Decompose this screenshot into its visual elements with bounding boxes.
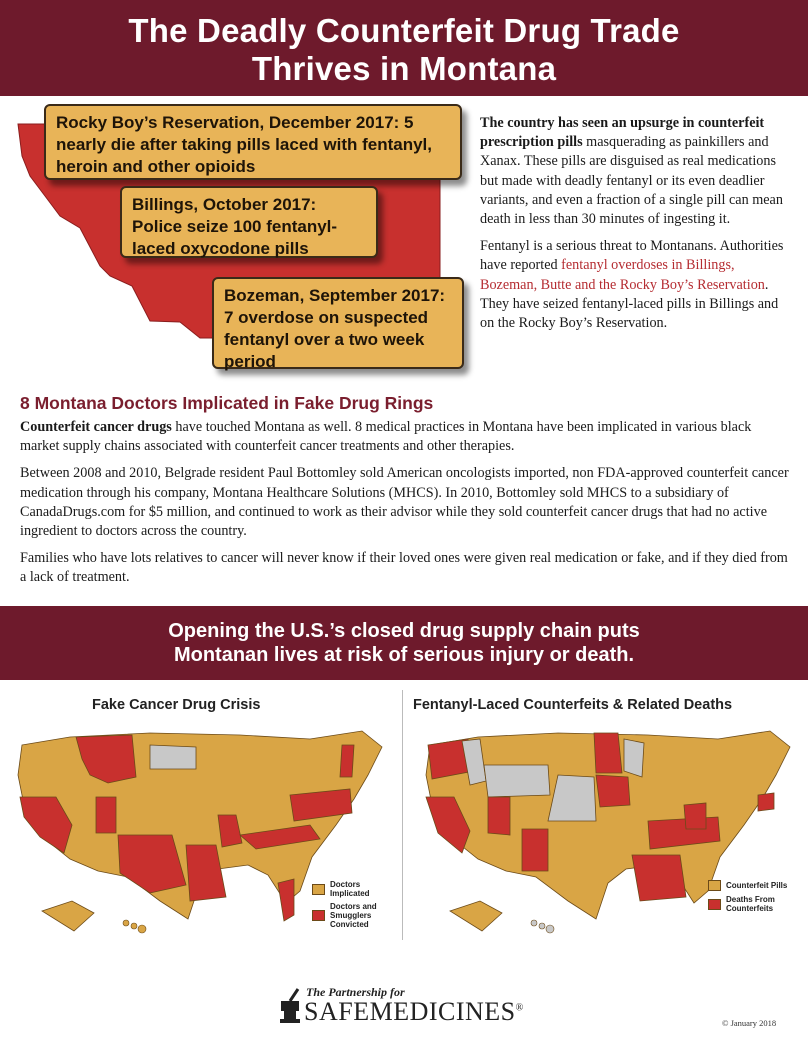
intro-text bbox=[480, 114, 792, 341]
registered-mark: ® bbox=[515, 1002, 524, 1014]
partnership-logo bbox=[278, 985, 558, 1029]
doctors-paragraph-1 bbox=[20, 418, 790, 456]
intro-section bbox=[0, 96, 808, 386]
legend-doctors-implicated bbox=[312, 880, 394, 898]
banner-line-1: Opening the U.S.’s closed drug supply chain puts bbox=[168, 620, 640, 642]
callout-bozeman: Bozeman, September 2017: 7 overdose on suspected fentanyl over a two week period bbox=[212, 277, 464, 369]
doctors-section bbox=[20, 393, 790, 596]
intro-rest: masquerading as painkillers and Xanax. These pills are disguised as real medications but made with deadly fentanyl or its even deadlier variants, and even a fraction of a single pill can mean death in less than 30 minutes of ingesting it. bbox=[480, 134, 783, 228]
risk-banner bbox=[0, 606, 808, 680]
title-line-2: Thrives in Montana bbox=[251, 50, 557, 87]
doctors-heading: 8 Montana Doctors Implicated in Fake Drug Rings bbox=[20, 393, 434, 413]
intro-p2-end: . They have seized fentanyl-laced pills in Billings and on the Rocky Boy’s Reservation. bbox=[480, 276, 779, 332]
legend-label: Counterfeit Pills bbox=[726, 881, 788, 890]
callout-rocky-boys: Rocky Boy’s Reservation, December 2017: 5 nearly die after taking pills laced with fentanyl, heroin and other opioids bbox=[44, 104, 462, 180]
right-map-legend bbox=[708, 880, 802, 917]
logo-name bbox=[304, 997, 524, 1027]
banner-line-2: Montanan lives at risk of serious injury or death. bbox=[173, 644, 635, 666]
mortar-pestle-icon bbox=[278, 987, 302, 1027]
doctors-paragraph-3: Families who have lots relatives to cancer will never know if their loved ones were given real medication or fake, and if they died from a lack of treatment. bbox=[20, 550, 788, 586]
logo-tagline: The Partnership for bbox=[306, 985, 405, 999]
map-divider bbox=[402, 690, 403, 940]
doctors-paragraph-2: Between 2008 and 2010, Belgrade resident Paul Bottomley sold American oncologists imported, non FDA-approved counterfeit cancer medication through his company, Montana Healthcare Solutions (MHCS). In 2010, Bottomley sold MHCS to a subsidiary of CanadaDrugs.com for $5 million, and continued to work as their advisor while they sold counterfeit cancer drugs that had no active ingredient to doctors across the country. bbox=[20, 465, 789, 540]
doctors-bold: Counterfeit cancer drugs bbox=[20, 419, 172, 435]
header-band bbox=[0, 0, 808, 96]
swatch-red bbox=[708, 899, 721, 910]
title-line-1: The Deadly Counterfeit Drug Trade bbox=[128, 12, 680, 49]
left-map-legend bbox=[312, 880, 394, 933]
legend-doctors-convicted bbox=[312, 902, 394, 929]
legend-deaths bbox=[708, 895, 802, 913]
legend-counterfeit-pills bbox=[708, 880, 802, 891]
swatch-gold bbox=[708, 880, 721, 891]
swatch-red bbox=[312, 910, 325, 921]
right-map-title: Fentanyl-Laced Counterfeits & Related Deaths bbox=[413, 697, 733, 713]
legend-label: Doctors Implicated bbox=[330, 880, 370, 898]
intro-p2-start: Fentanyl is a serious threat to Montanans. Authorities have reported bbox=[480, 238, 784, 274]
page-title bbox=[0, 0, 808, 88]
doctors-p1-rest: have touched Montana as well. 8 medical practices in Montana have been implicated in various black market supply chains associated with counterfeit cancer treatments and other therapies. bbox=[20, 419, 752, 455]
legend-label: Doctors and Smugglers Convicted bbox=[330, 902, 377, 929]
intro-paragraph-2 bbox=[480, 237, 792, 333]
intro-paragraph-1 bbox=[480, 114, 792, 229]
left-map-title: Fake Cancer Drug Crisis bbox=[92, 697, 261, 713]
swatch-gold bbox=[312, 884, 325, 895]
legend-label: Deaths From Counterfeits bbox=[726, 895, 775, 913]
logo-name-text: SAFEMEDICINES bbox=[304, 997, 516, 1026]
overdoses-highlight: fentanyl overdoses in Billings, Bozeman, Butte and the Rocky Boy’s Reservation bbox=[480, 257, 765, 293]
copyright: © January 2018 bbox=[722, 1018, 777, 1028]
callout-billings: Billings, October 2017: Police seize 100 fentanyl-laced oxycodone pills bbox=[120, 186, 378, 258]
intro-bold: The country has seen an upsurge in counterfeit prescription pills bbox=[480, 115, 765, 151]
